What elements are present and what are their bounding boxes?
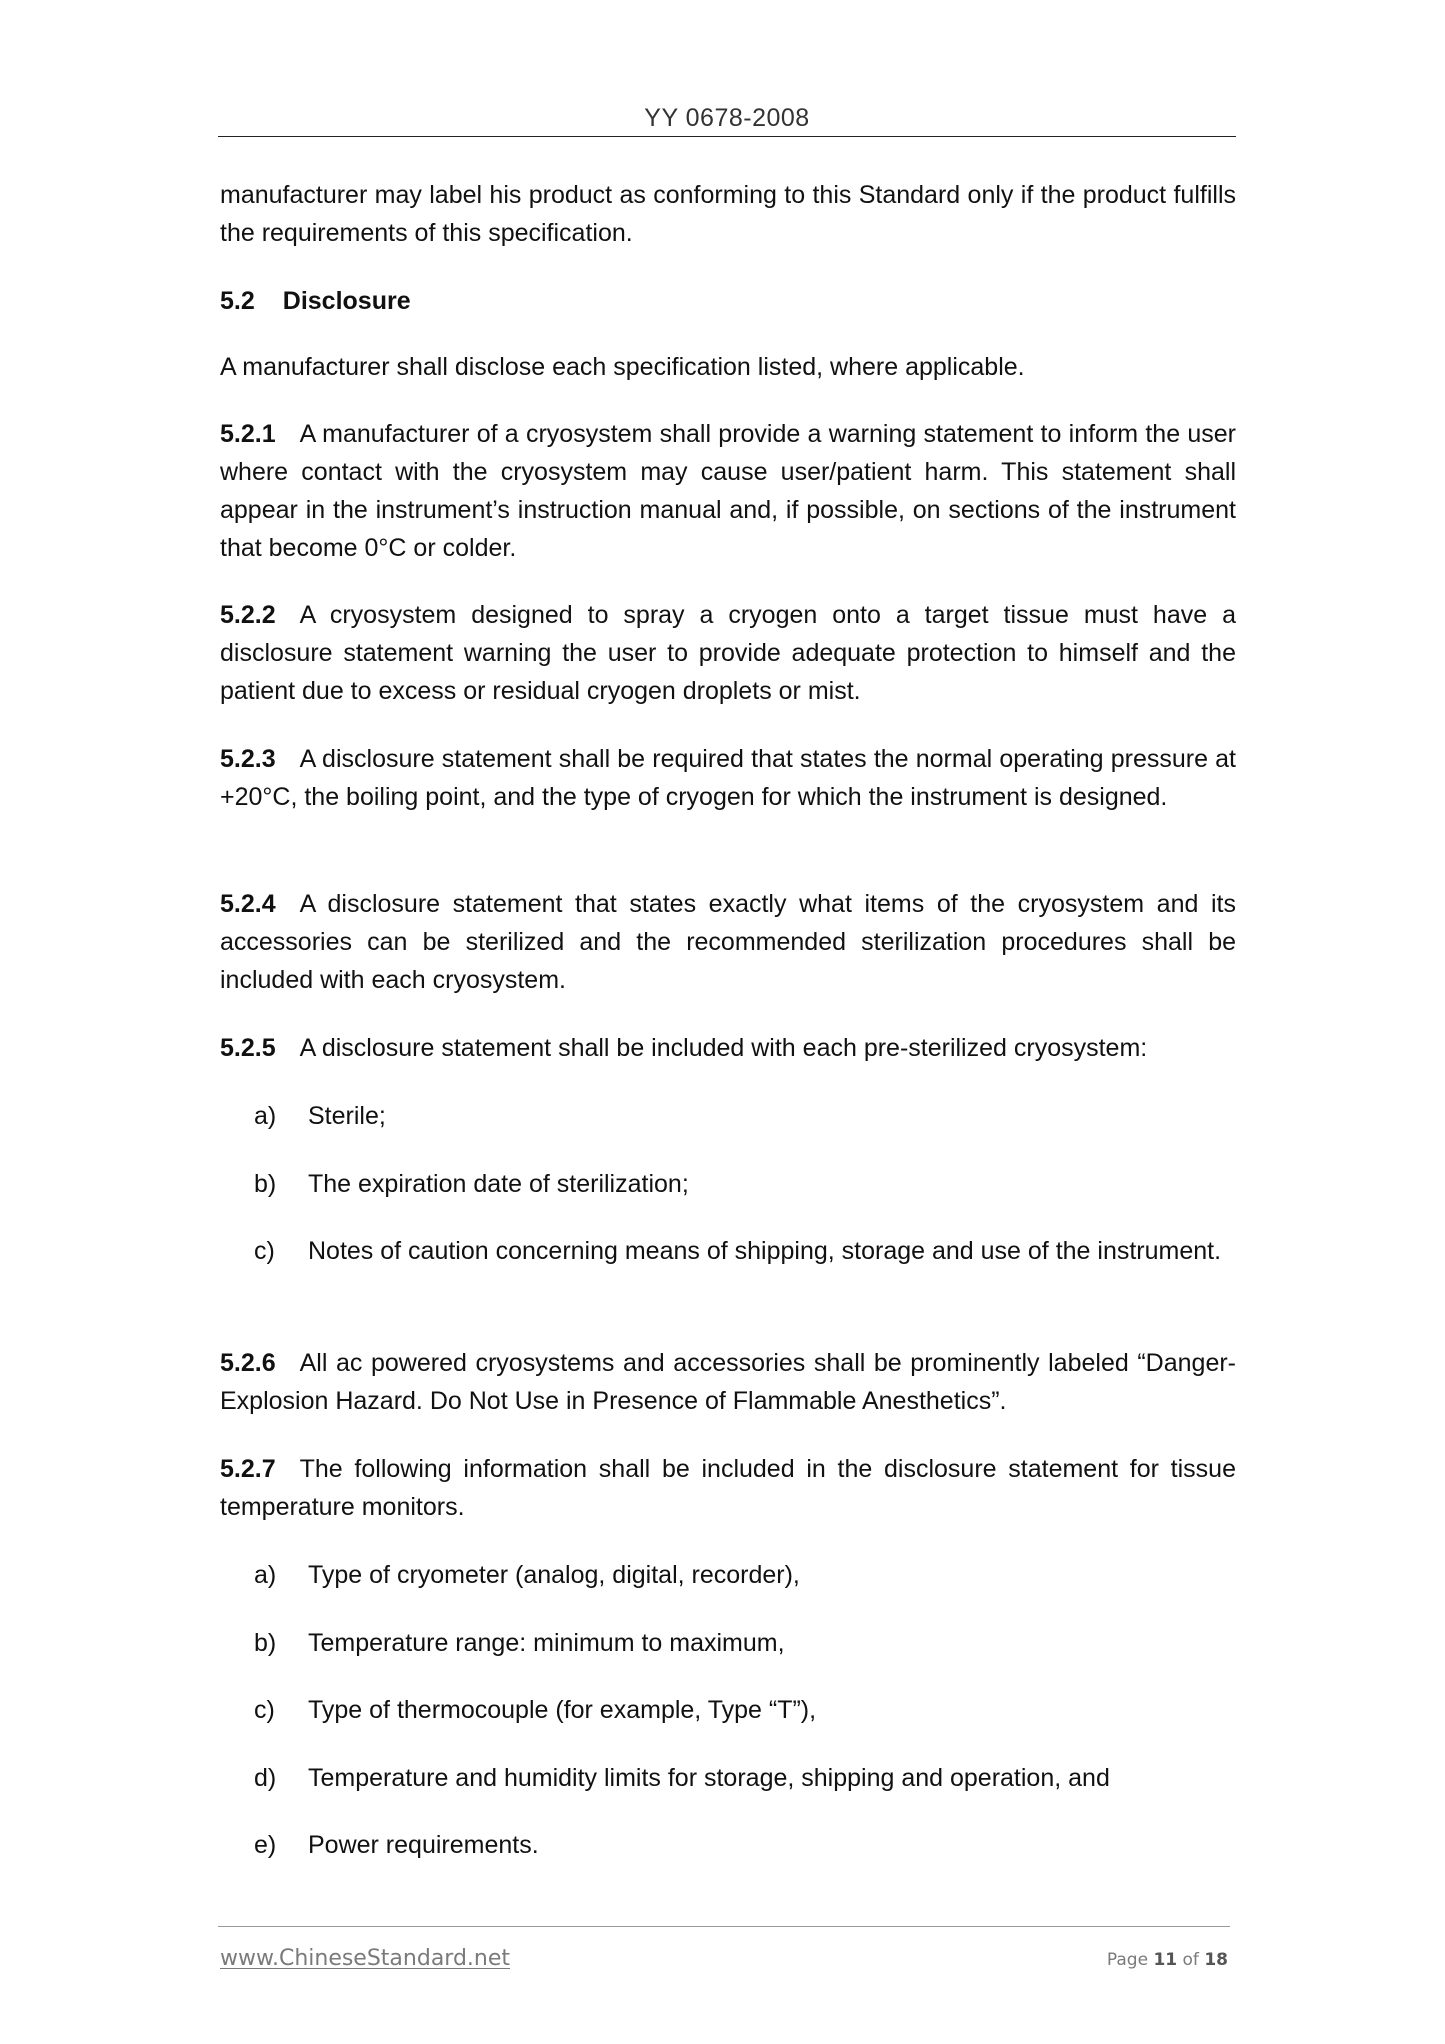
list-item [254,1556,1236,1594]
list-item-text: Temperature and humidity limits for storage, shipping and operation, and [308,1764,1110,1792]
clause-5-2-4 [220,885,1236,999]
clause-text: A disclosure statement shall be required that states the normal operating pressure at +20°C, the boiling point, and the type of cryogen for which the instrument is designed. [220,745,1236,811]
list-item [254,1165,1236,1203]
list-item-text: Temperature range: minimum to maximum, [308,1629,785,1657]
list-item-text: Type of cryometer (analog, digital, recorder), [308,1561,800,1589]
page-of-word: of [1182,1950,1199,1970]
website-link[interactable]: www.ChineseStandard.net [220,1946,511,1971]
section-lead-paragraph: A manufacturer shall disclose each specification listed, where applicable. [220,353,1025,381]
list-item-text: Sterile; [308,1102,386,1130]
clause-5-2-6 [220,1344,1236,1420]
list-item-text: Power requirements. [308,1831,539,1859]
page-number [1107,1950,1228,1970]
section-heading [220,282,1236,320]
clause-5-2-7 [220,1450,1236,1526]
list-item-label: b) [254,1170,277,1198]
clause-text: A disclosure statement that states exactly what items of the cryosystem and its accessories can be sterilized and the recommended sterilization procedures shall be included with each cryosystem. [220,890,1236,994]
list-item [254,1232,1236,1270]
page-word: Page [1106,1950,1149,1970]
clause-5-2-3 [220,740,1236,816]
list-item [254,1826,1236,1864]
clause-text: A disclosure statement shall be included with each pre-sterilized cryosystem: [299,1034,1148,1062]
clause-number: 5.2.5 [220,1034,276,1062]
list-item-text: Notes of caution concerning means of shipping, storage and use of the instrument. [308,1237,1222,1265]
page-total: 18 [1204,1950,1228,1970]
list-item-label: d) [254,1764,277,1792]
clause-number: 5.2.7 [220,1455,276,1483]
list-item-label: c) [254,1696,275,1724]
clause-text: The following information shall be included in the disclosure statement for tissue temperature monitors. [220,1455,1236,1521]
list-item-text: The expiration date of sterilization; [308,1170,689,1198]
list-item [254,1624,1236,1662]
list-item-label: a) [254,1102,277,1130]
document-code-header: YY 0678-2008 [644,104,810,132]
page-current: 11 [1153,1950,1178,1970]
list-item [254,1759,1236,1797]
list-item-label: b) [254,1629,277,1657]
list-item-text: Type of thermocouple (for example, Type “T”), [308,1696,817,1724]
list-item [254,1097,1236,1135]
list-item-label: a) [254,1561,277,1589]
list-item-label: e) [254,1831,277,1859]
footer-divider [218,1926,1230,1927]
clause-5-2-2 [220,596,1236,710]
clause-number: 5.2.3 [220,745,276,773]
clause-number: 5.2.2 [220,601,276,629]
header-divider [218,136,1236,137]
clause-text: A cryosystem designed to spray a cryogen onto a target tissue must have a disclosure statement warning the user to provide adequate protection to himself and the patient due to excess or residual cryogen droplets or mist. [220,601,1236,705]
section-title: Disclosure [282,287,411,315]
clause-5-2-1 [220,415,1236,567]
intro-paragraph: manufacturer may label his product as conforming to this Standard only if the product fulfills the requirements of this specification. [220,181,1236,247]
list-item-label: c) [254,1237,275,1265]
clause-number: 5.2.4 [220,890,276,918]
clause-5-2-5 [220,1029,1236,1067]
clause-number: 5.2.1 [220,420,276,448]
clause-text: A manufacturer of a cryosystem shall provide a warning statement to inform the user where contact with the cryosystem may cause user/patient harm. This statement shall appear in the instrument’s instruction manual and, if possible, on sections of the instrument that become 0°C or colder. [220,420,1236,562]
clause-number: 5.2.6 [220,1349,276,1377]
list-item [254,1691,1236,1729]
clause-text: All ac powered cryosystems and accessories shall be prominently labeled “Danger-Explosion Hazard. Do Not Use in Presence of Flammable Anesthetics”. [220,1349,1236,1415]
section-number: 5.2 [220,287,255,315]
